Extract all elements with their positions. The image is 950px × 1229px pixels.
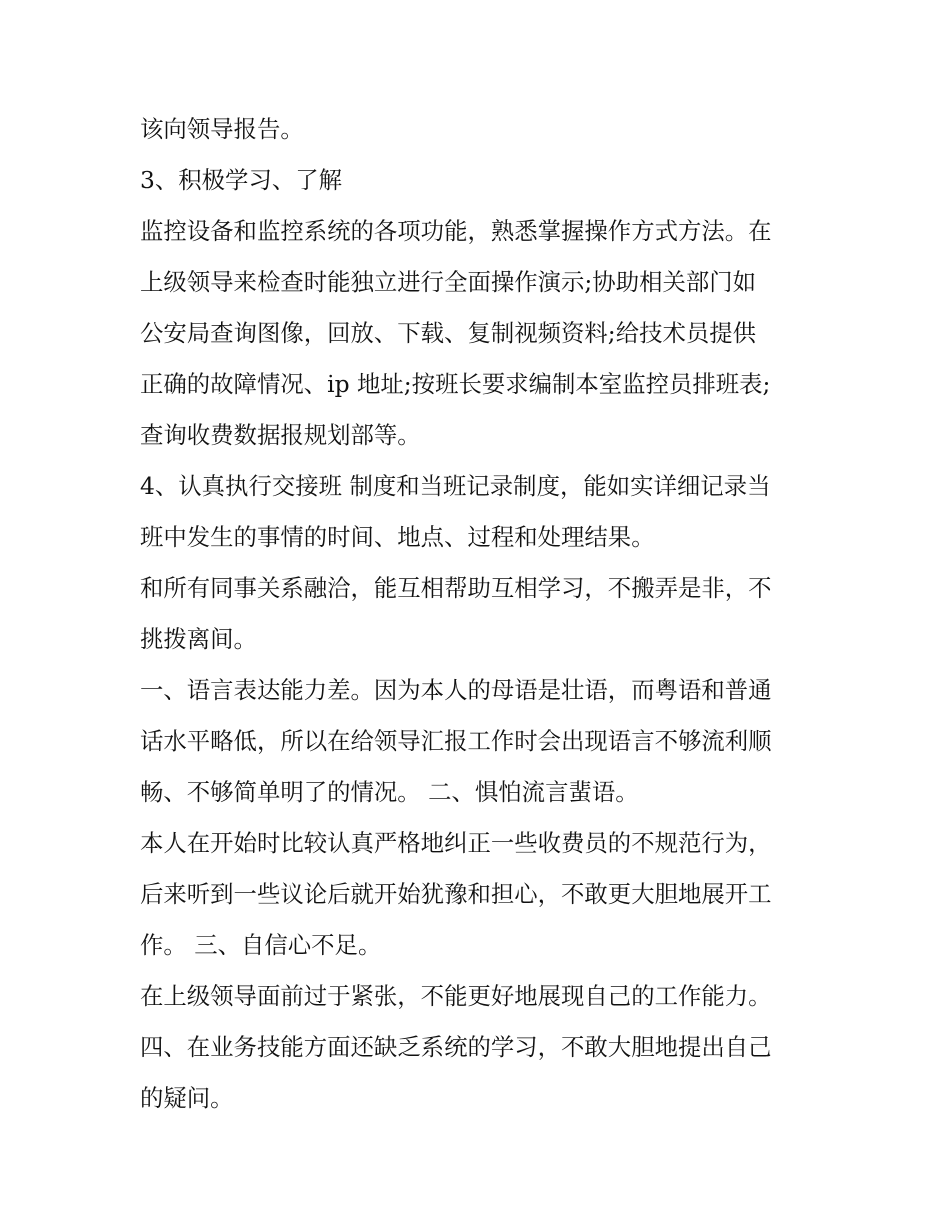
text-line: 话水平略低，所以在给领导汇报工作时会出现语言不够流利顺 [140, 727, 772, 755]
text-line: 4、认真执行交接班 制度和当班记录制度，能如实详细记录当 [140, 472, 771, 500]
text-line: 作。 三、自信心不足。 [140, 931, 382, 959]
text-line: 畅、不够简单明了的情况。 二、惧怕流言蜚语。 [140, 778, 639, 806]
text-line: 本人在开始时比较认真严格地纠正一些收费员的不规范行为， [140, 829, 772, 857]
text-line: 该向领导报告。 [140, 115, 304, 143]
text-line: 四、在业务技能方面还缺乏系统的学习，不敢大胆地提出自己 [140, 1033, 772, 1061]
document-body [140, 104, 820, 1124]
text-line: 和所有同事关系融洽，能互相帮助互相学习，不搬弄是非，不 [140, 574, 772, 602]
text-line: 公安局查询图像，回放、下载、复制视频资料;给技术员提供 [140, 319, 757, 347]
text-line: 上级领导来检查时能独立进行全面操作演示;协助相关部门如 [140, 268, 757, 296]
text-line: 查询收费数据报规划部等。 [140, 421, 421, 449]
text-line: 监控设备和监控系统的各项功能，熟悉掌握操作方式方法。在 [140, 217, 772, 245]
text-line: 一、语言表达能力差。因为本人的母语是壮语，而粤语和普通 [140, 676, 772, 704]
text-line: 在上级领导面前过于紧张，不能更好地展现自己的工作能力。 [140, 982, 772, 1010]
text-line: 后来听到一些议论后就开始犹豫和担心，不敢更大胆地展开工 [140, 880, 772, 908]
text-line: 班中发生的事情的时间、地点、过程和处理结果。 [140, 523, 655, 551]
text-line: 挑拨离间。 [140, 625, 257, 653]
text-line: 正确的故障情况、ip 地址;按班长要求编制本室监控员排班表; [140, 370, 771, 398]
section-heading: 3、积极学习、了解 [140, 166, 343, 194]
text-line: 的疑问。 [140, 1084, 234, 1112]
